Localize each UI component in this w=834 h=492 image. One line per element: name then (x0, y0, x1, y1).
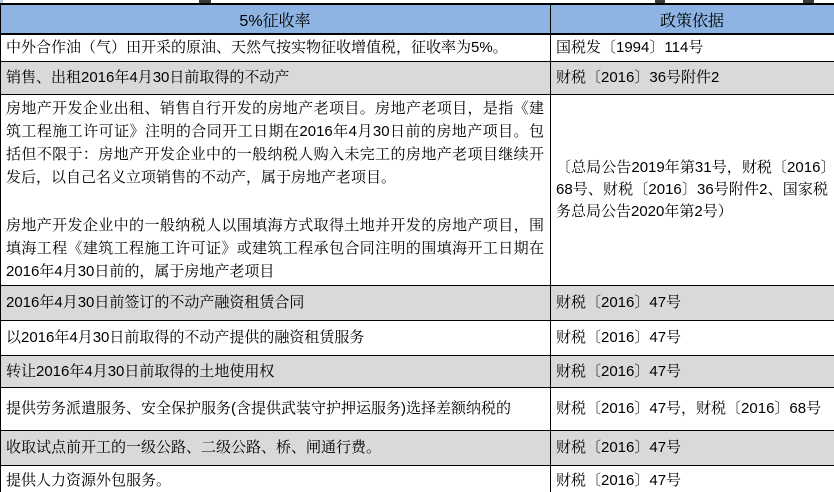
table-row (1, 431, 834, 466)
column-header-rate: 5%征收率 (1, 4, 551, 34)
table-row (1, 466, 834, 492)
tax-table (0, 3, 834, 492)
table-row (1, 34, 834, 62)
table-row (1, 356, 834, 388)
item-cell: 以2016年4月30日前取得的不动产提供的融资租赁服务 (1, 321, 551, 356)
policy-cell: 财税〔2016〕47号 (551, 321, 834, 356)
policy-cell: 财税〔2016〕47号 (551, 466, 834, 492)
policy-cell: 财税〔2016〕47号 (551, 286, 834, 321)
table-row (1, 95, 834, 286)
left-edge-sliver (0, 0, 3, 3)
table-row (1, 286, 834, 321)
item-cell: 转让2016年4月30日前取得的土地使用权 (1, 356, 551, 388)
table-row (1, 62, 834, 95)
item-cell: 收取试点前开工的一级公路、二级公路、桥、闸通行费。 (1, 431, 551, 466)
item-cell: 提供人力资源外包服务。 (1, 466, 551, 492)
policy-cell: 财税〔2016〕47号，财税〔2016〕68号 (551, 388, 834, 431)
item-paragraph-2: 房地产开发企业中的一般纳税人以围填海方式取得土地并开发的房地产项目，围填海工程《建筑工程施工许可证》或建筑工程承包合同注明的围填海开工日期在2016年4月30日前的，属于房地产老项目 (6, 217, 544, 280)
policy-cell: 财税〔2016〕47号 (551, 356, 834, 388)
table-row (1, 321, 834, 356)
table-row (1, 388, 834, 431)
policy-cell: 国税发〔1994〕114号 (551, 34, 834, 62)
policy-cell: 〔总局公告2019年第31号，财税〔2016〕68号、财税〔2016〕36号附件2、国家税务总局公告2020年第2号） (551, 95, 834, 286)
column-header-policy: 政策依据 (551, 4, 834, 34)
header-row (1, 4, 834, 34)
policy-cell: 财税〔2016〕47号 (551, 431, 834, 466)
cutoff-text-mark (199, 0, 211, 3)
cutoff-text-mark (803, 0, 814, 3)
item-cell (1, 95, 551, 286)
policy-cell: 财税〔2016〕36号附件2 (551, 62, 834, 95)
item-cell: 提供劳务派遣服务、安全保护服务(含提供武装守护押运服务)选择差额纳税的 (1, 388, 551, 431)
partial-row-above (0, 0, 834, 3)
item-cell: 2016年4月30日前签订的不动产融资租赁合同 (1, 286, 551, 321)
item-cell: 中外合作油（气）田开采的原油、天然气按实物征收增值税，征收率为5%。 (1, 34, 551, 62)
item-cell: 销售、出租2016年4月30日前取得的不动产 (1, 62, 551, 95)
item-paragraph-1: 房地产开发企业出租、销售自行开发的房地产老项目。房地产老项目，是指《建筑工程施工许可证》注明的合同开工日期在2016年4月30日前的房地产项目。包括但不限于：房地产开发企业中的一般纳税人购入未完工的房地产老项目继续开发后，以自己名义立项销售的不动产，属于房地产老项目。 (6, 100, 544, 186)
cutoff-text-mark (655, 0, 665, 3)
